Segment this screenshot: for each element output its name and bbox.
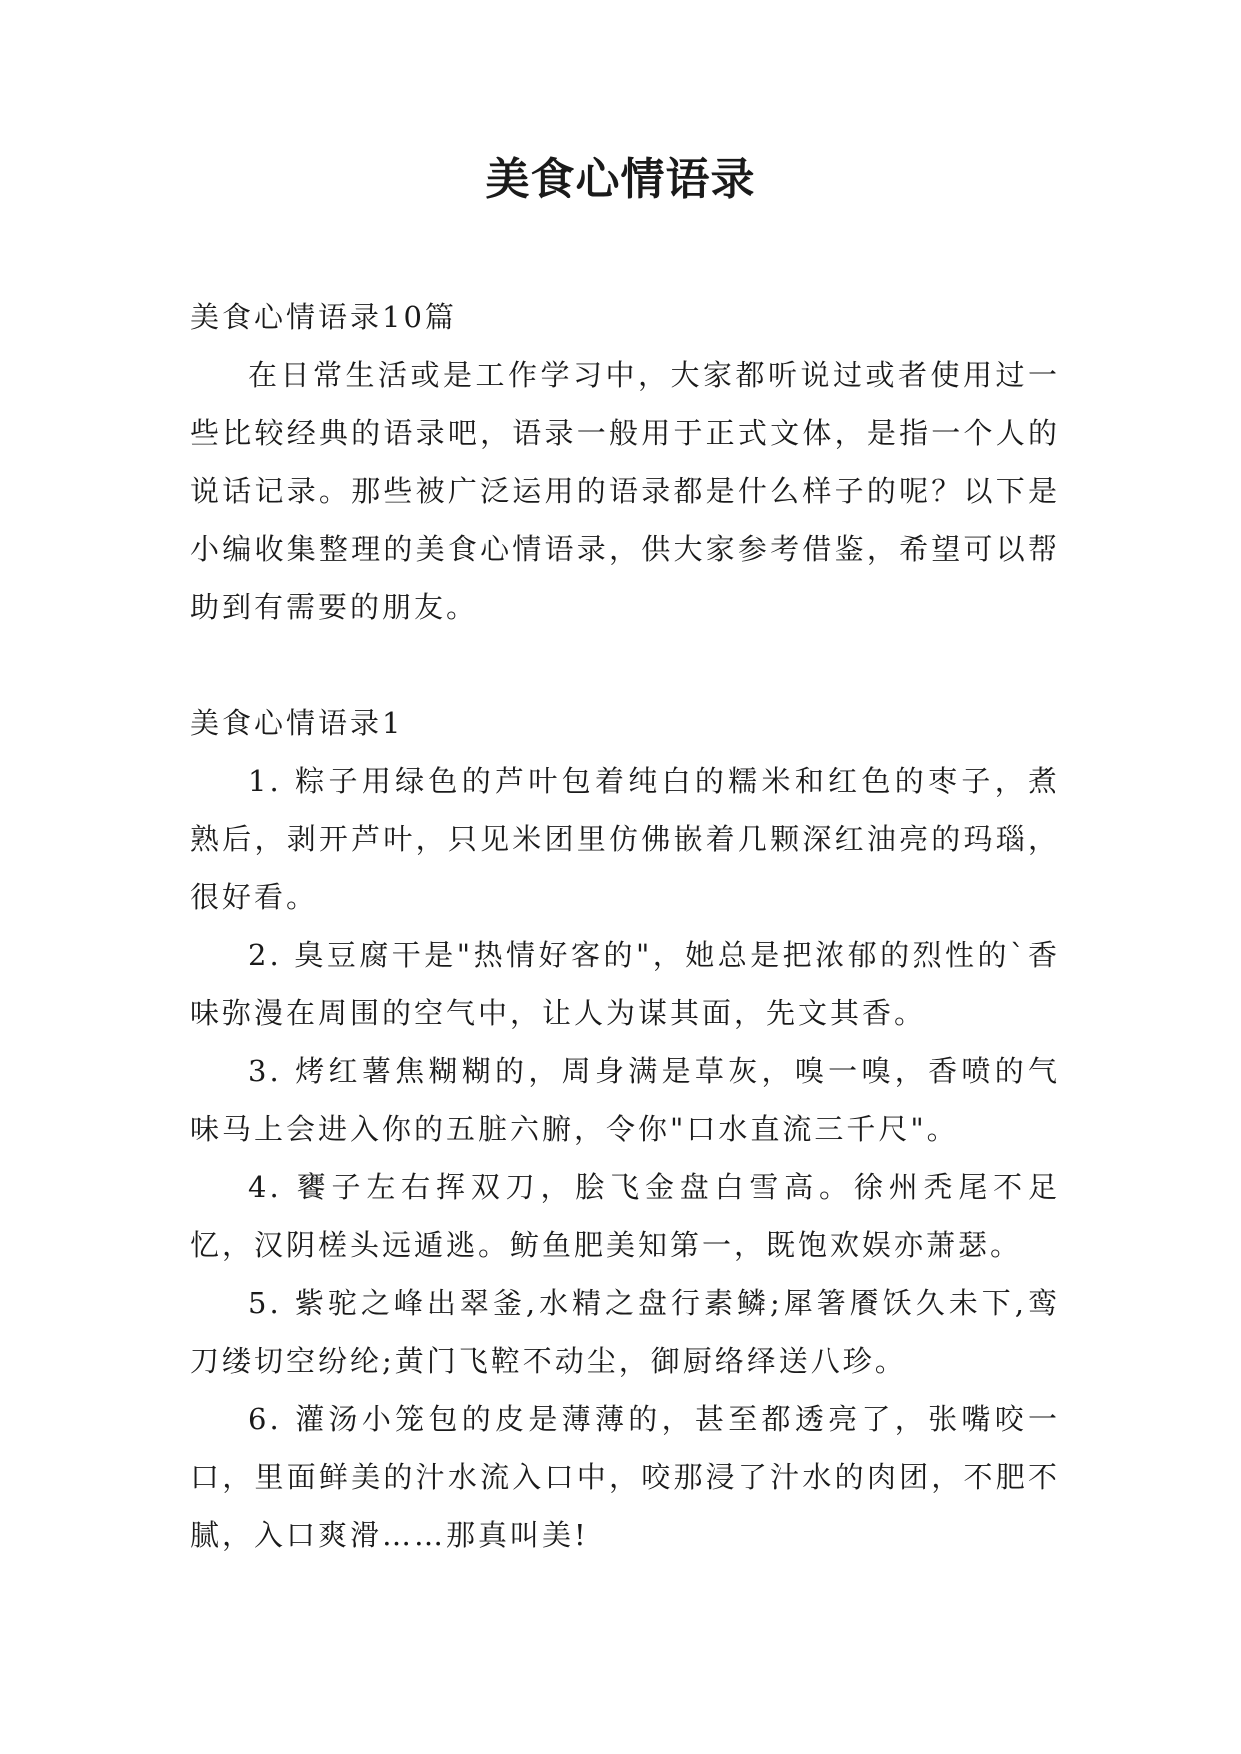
intro-paragraph: 在日常生活或是工作学习中，大家都听说过或者使用过一些比较经典的语录吧，语录一般用于正式文体，是指一个人的说话记录。那些被广泛运用的语录都是什么样子的呢？以下是小编收集整理的美食心情语录，供大家参考借鉴，希望可以帮助到有需要的朋友。 — [190, 358, 1060, 624]
list-item: 3. 烤红薯焦糊糊的，周身满是草灰，嗅一嗅，香喷的气味马上会进入你的五脏六腑，令你"口水直流三千尺"。 — [190, 1054, 1060, 1146]
list-item: 1. 粽子用绿色的芦叶包着纯白的糯米和红色的枣子，煮熟后，剥开芦叶，只见米团里仿佛嵌着几颗深红油亮的玛瑙，很好看。 — [190, 764, 1060, 914]
list-item: 5. 紫驼之峰出翠釜,水精之盘行素鳞;犀箸餍饫久未下,鸾刀缕切空纷纶;黄门飞鞚不动尘，御厨络绎送八珍。 — [190, 1286, 1060, 1378]
document-body — [190, 288, 1060, 1564]
document-title: 美食心情语录 — [485, 154, 756, 205]
section-spacer — [190, 636, 1060, 694]
list-item: 4. 饔子左右挥双刀，脍飞金盘白雪高。徐州秃尾不足忆，汉阴槎头远遁逃。鲂鱼肥美知第一，既饱欢娱亦萧瑟。 — [190, 1170, 1060, 1262]
list-item: 6. 灌汤小笼包的皮是薄薄的，甚至都透亮了，张嘴咬一口，里面鲜美的汁水流入口中，咬那浸了汁水的肉团，不肥不腻，入口爽滑……那真叫美! — [190, 1402, 1060, 1552]
list-item: 2. 臭豆腐干是"热情好客的"，她总是把浓郁的烈性的`香味弥漫在周围的空气中，让人为谋其面，先文其香。 — [190, 938, 1060, 1030]
section-heading: 美食心情语录1 — [190, 706, 404, 740]
document-subtitle: 美食心情语录10篇 — [190, 300, 457, 334]
